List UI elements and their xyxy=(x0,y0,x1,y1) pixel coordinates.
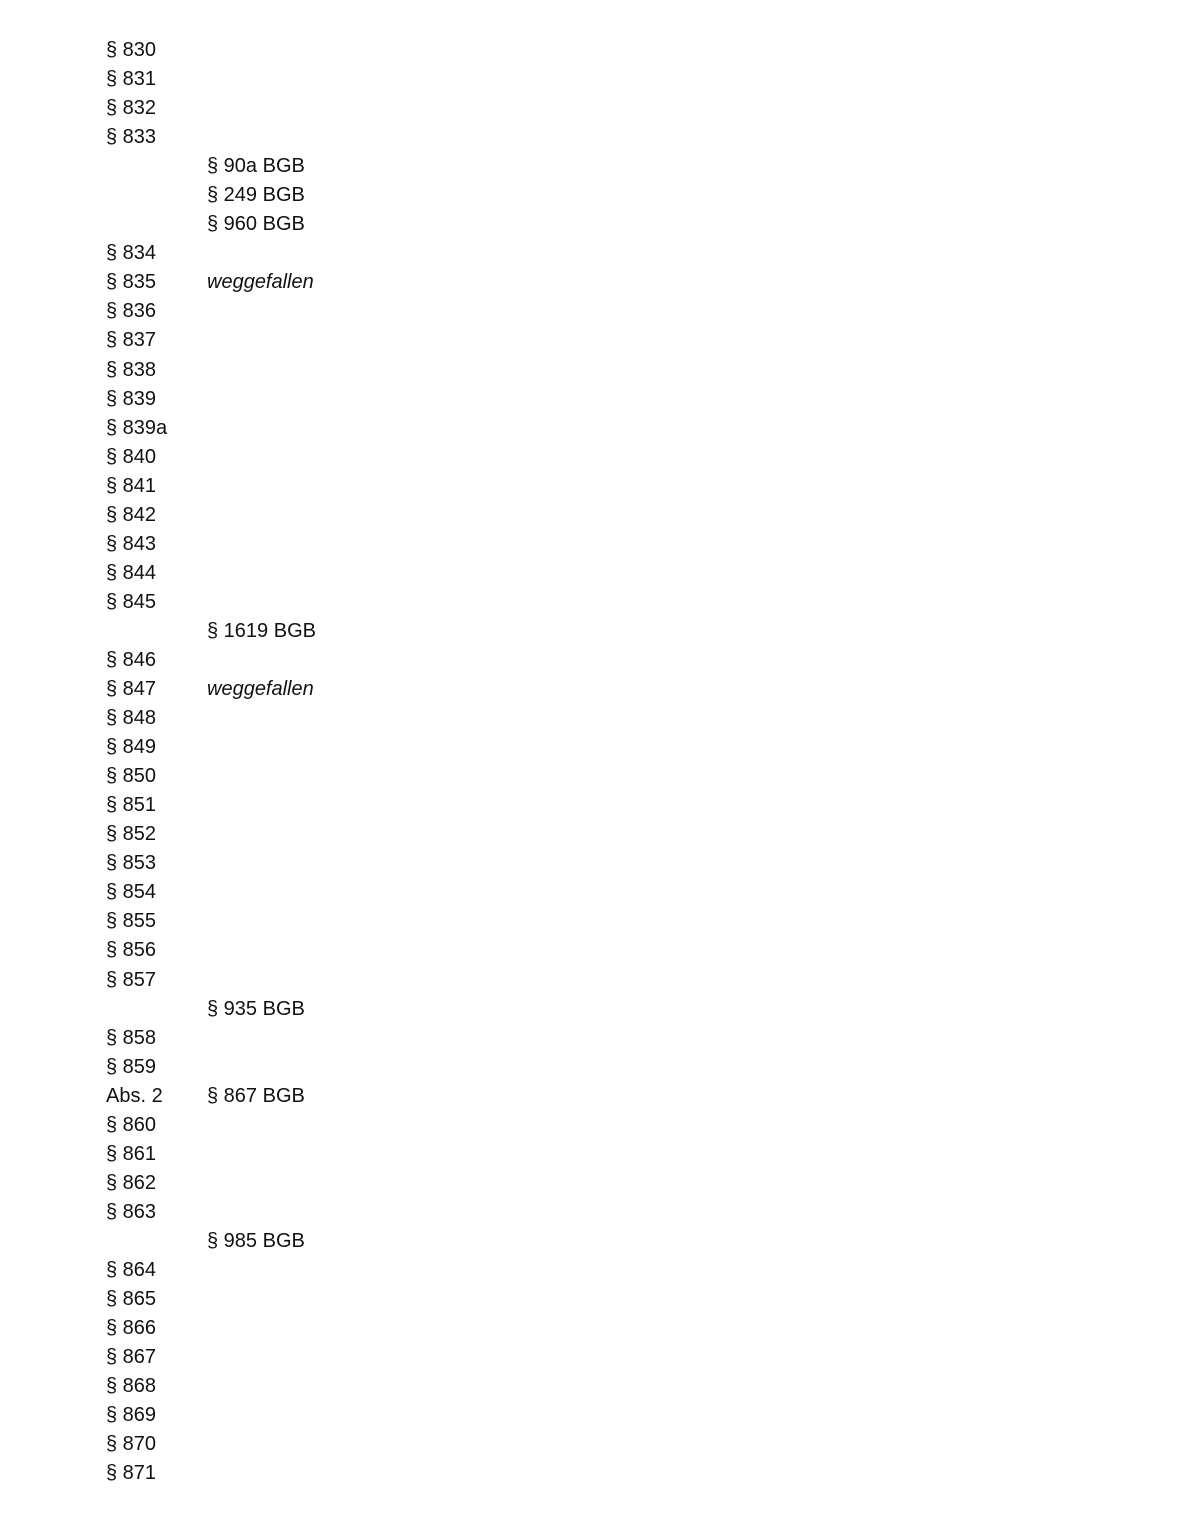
list-item xyxy=(0,704,1190,733)
section-number: § 847 xyxy=(106,678,157,701)
list-item xyxy=(0,1343,1190,1372)
section-number: § 863 xyxy=(106,1200,157,1223)
section-number: § 841 xyxy=(106,474,157,497)
list-item xyxy=(0,1082,1190,1111)
section-number: § 857 xyxy=(106,968,157,991)
list-item xyxy=(0,559,1190,588)
list-item xyxy=(0,239,1190,268)
section-number: § 861 xyxy=(106,1142,157,1165)
section-number: § 868 xyxy=(106,1375,157,1398)
list-item xyxy=(0,1430,1190,1459)
section-number: § 871 xyxy=(106,1462,157,1485)
section-number: § 864 xyxy=(106,1258,157,1281)
section-number: § 858 xyxy=(106,1026,157,1049)
list-item xyxy=(0,936,1190,965)
section-number: § 833 xyxy=(106,126,157,149)
list-item xyxy=(0,94,1190,123)
document-page xyxy=(0,36,1190,1488)
section-number: § 850 xyxy=(106,765,157,788)
section-number: § 851 xyxy=(106,794,157,817)
list-item xyxy=(0,791,1190,820)
section-number: § 856 xyxy=(106,939,157,962)
list-item xyxy=(0,617,1190,646)
section-number: § 855 xyxy=(106,910,157,933)
list-item xyxy=(0,385,1190,414)
section-number: § 862 xyxy=(106,1171,157,1194)
list-item xyxy=(0,907,1190,936)
list-item xyxy=(0,849,1190,878)
section-number: § 849 xyxy=(106,736,157,759)
list-item xyxy=(0,152,1190,181)
list-item xyxy=(0,356,1190,385)
list-item xyxy=(0,966,1190,995)
section-number: Abs. 2 xyxy=(106,1084,163,1107)
list-item xyxy=(0,1256,1190,1285)
list-item xyxy=(0,1198,1190,1227)
list-item xyxy=(0,1140,1190,1169)
section-number: § 831 xyxy=(106,68,157,91)
section-number: § 837 xyxy=(106,329,157,352)
list-item xyxy=(0,820,1190,849)
list-item xyxy=(0,1111,1190,1140)
list-item xyxy=(0,326,1190,355)
list-item xyxy=(0,443,1190,472)
section-number: § 840 xyxy=(106,445,157,468)
list-item xyxy=(0,646,1190,675)
section-number: § 852 xyxy=(106,823,157,846)
cross-reference: § 249 BGB xyxy=(207,184,305,207)
section-number: § 845 xyxy=(106,590,157,613)
section-number: § 839 xyxy=(106,387,157,410)
section-number: § 846 xyxy=(106,648,157,671)
cross-reference: § 90a BGB xyxy=(207,155,305,178)
list-item xyxy=(0,268,1190,297)
list-item xyxy=(0,414,1190,443)
section-number: § 843 xyxy=(106,532,157,555)
list-item xyxy=(0,878,1190,907)
section-number: § 844 xyxy=(106,561,157,584)
list-item xyxy=(0,123,1190,152)
list-item xyxy=(0,1227,1190,1256)
cross-reference: § 960 BGB xyxy=(207,213,305,236)
list-item xyxy=(0,995,1190,1024)
section-number: § 859 xyxy=(106,1055,157,1078)
list-item xyxy=(0,1024,1190,1053)
list-item xyxy=(0,1169,1190,1198)
list-item xyxy=(0,297,1190,326)
section-number: § 866 xyxy=(106,1317,157,1340)
cross-reference: § 935 BGB xyxy=(207,997,305,1020)
list-item xyxy=(0,733,1190,762)
section-number: § 832 xyxy=(106,97,157,120)
list-item xyxy=(0,501,1190,530)
list-item xyxy=(0,530,1190,559)
list-item xyxy=(0,1401,1190,1430)
section-number: § 848 xyxy=(106,707,157,730)
status-note: weggefallen xyxy=(207,271,314,294)
section-number: § 854 xyxy=(106,881,157,904)
cross-reference: § 867 BGB xyxy=(207,1084,305,1107)
section-number: § 867 xyxy=(106,1346,157,1369)
section-number: § 869 xyxy=(106,1404,157,1427)
section-number: § 838 xyxy=(106,358,157,381)
section-number: § 865 xyxy=(106,1288,157,1311)
list-item xyxy=(0,588,1190,617)
cross-reference: § 985 BGB xyxy=(207,1229,305,1252)
list-item xyxy=(0,1372,1190,1401)
list-item xyxy=(0,762,1190,791)
list-item xyxy=(0,210,1190,239)
section-number: § 860 xyxy=(106,1113,157,1136)
section-number: § 842 xyxy=(106,503,157,526)
list-item xyxy=(0,1053,1190,1082)
list-item xyxy=(0,36,1190,65)
section-number: § 830 xyxy=(106,39,157,61)
section-number: § 839a xyxy=(106,416,168,439)
list-item xyxy=(0,65,1190,94)
list-item xyxy=(0,181,1190,210)
paragraph-list xyxy=(0,36,1190,1488)
list-item xyxy=(0,675,1190,704)
list-item xyxy=(0,472,1190,501)
list-item xyxy=(0,1459,1190,1488)
list-item xyxy=(0,1285,1190,1314)
list-item xyxy=(0,1314,1190,1343)
section-number: § 836 xyxy=(106,300,157,323)
status-note: weggefallen xyxy=(207,678,314,701)
section-number: § 834 xyxy=(106,242,157,265)
section-number: § 853 xyxy=(106,852,157,875)
cross-reference: § 1619 BGB xyxy=(207,619,316,642)
section-number: § 870 xyxy=(106,1433,157,1456)
section-number: § 835 xyxy=(106,271,157,294)
